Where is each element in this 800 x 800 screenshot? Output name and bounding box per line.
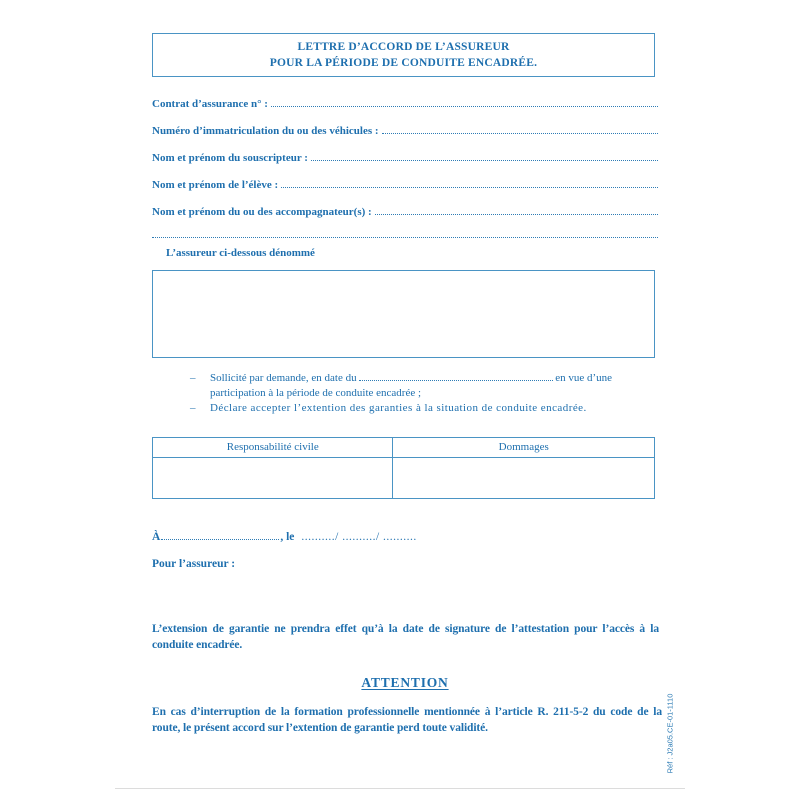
dotted-line-request-date <box>359 380 554 381</box>
le-label: , le <box>280 531 295 543</box>
table-header-responsabilite-civile: Responsabilité civile <box>153 438 393 457</box>
attention-heading: ATTENTION <box>361 675 449 690</box>
field-row-subscriber <box>152 151 658 165</box>
dotted-line-registration <box>382 133 658 134</box>
field-row-registration <box>152 124 658 138</box>
bullet-dash-icon: – <box>190 372 196 384</box>
dotted-line-subscriber <box>311 160 658 161</box>
declaration-item-accept <box>190 401 658 416</box>
insurer-name-box <box>152 270 655 358</box>
declaration-item-request <box>190 371 612 386</box>
table-cell-dommages-value <box>393 458 654 498</box>
dotted-line-student <box>281 187 658 188</box>
field-label-contract-number: Contrat d’assurance n° : <box>152 98 268 110</box>
title-line-2: POUR LA PÉRIODE DE CONDUITE ENCADRÉE. <box>269 57 538 69</box>
guarantees-table <box>152 437 655 499</box>
guarantees-table-body-row <box>153 458 654 498</box>
field-row-contract-number <box>152 97 658 111</box>
dotted-line-contract-number <box>271 106 658 107</box>
dotted-line-accompanist-continuation <box>152 226 658 238</box>
field-row-student <box>152 178 658 192</box>
bullet-dash-icon: – <box>190 402 196 414</box>
table-header-dommages: Dommages <box>498 441 549 453</box>
field-label-registration: Numéro d’immatriculation du ou des véhicules : <box>152 125 379 137</box>
page-edge-line <box>115 788 685 789</box>
declaration-request-text-end: en vue d’une <box>555 372 612 384</box>
field-row-accompanist <box>152 205 658 219</box>
title-box <box>152 33 655 77</box>
declaration-request-line2: participation à la période de conduite encadrée ; <box>210 386 422 399</box>
field-label-subscriber: Nom et prénom du souscripteur : <box>152 152 308 164</box>
dotted-line-accompanist <box>375 214 658 215</box>
place-prefix-label: À <box>152 531 161 543</box>
insurer-box-label: L’assureur ci-dessous dénommé <box>166 247 315 259</box>
reference-number: Réf : J2a05.CE-01-1110 <box>665 693 675 774</box>
for-insurer-label: Pour l’assureur : <box>152 558 236 570</box>
field-label-accompanist: Nom et prénom du ou des accompagnateur(s) : <box>152 206 372 218</box>
declaration-list <box>190 371 658 416</box>
declaration-request-text: Sollicité par demande, en date du <box>210 372 357 384</box>
dotted-line-place <box>161 539 279 540</box>
interruption-warning: En cas d’interruption de la formation professionnelle mentionnée à l’article R. 211-5-2 du code de la route, le présent accord sur l’extention de garantie perd toute validité. <box>152 706 662 734</box>
table-cell-responsabilite-civile-value <box>153 458 393 498</box>
warranty-effect-note: L’extension de garantie ne prendra effet qu’à la date de signature de l’attestation pour l’accès à la conduite encadrée. <box>152 623 659 651</box>
field-label-student: Nom et prénom de l’élève : <box>152 179 279 191</box>
declaration-accept-text: Déclare accepter l’extention des garanties à la situation de conduite encadrée. <box>210 402 587 414</box>
date-dotted-slots: ........../ ........../ .......... <box>301 531 417 543</box>
guarantees-table-header-row <box>153 438 654 458</box>
place-date-line <box>152 531 417 543</box>
title-line-1: LETTRE D’ACCORD DE L’ASSUREUR <box>297 41 510 53</box>
